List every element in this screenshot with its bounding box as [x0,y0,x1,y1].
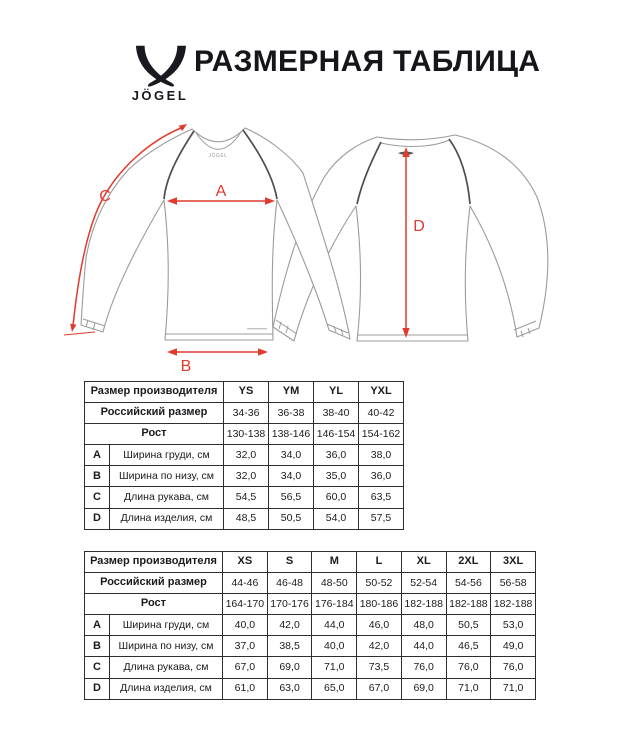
table-header-row [85,424,404,445]
measure-value-cell: 38,5 [267,636,312,657]
adult-size-table-body [85,552,536,700]
measure-letter-cell: B [85,466,110,487]
measure-value-cell: 57,5 [359,508,404,529]
measure-value-cell: 44,0 [312,615,357,636]
measure-letter-cell: C [85,657,110,678]
range-cell: 146-154 [314,424,359,445]
size-code-cell: YM [269,382,314,403]
table-measure-row [85,678,536,699]
size-code-cell: YL [314,382,359,403]
measure-value-cell: 69,0 [267,657,312,678]
table-measure-row [85,487,404,508]
label-sleeve-length: C [99,188,111,205]
measure-letter-cell: D [85,678,110,699]
table-header-row [85,382,404,403]
table-measure-row [85,466,404,487]
header-row-label: Российский размер [85,403,224,424]
brand-logo-text: JÖGEL [131,88,189,103]
size-code-cell: M [312,552,357,573]
measure-letter-cell: C [85,487,110,508]
measure-letter-cell: A [85,615,110,636]
measure-value-cell: 61,0 [223,678,268,699]
range-cell: 50-52 [357,573,402,594]
range-cell: 154-162 [359,424,404,445]
table-measure-row [85,615,536,636]
measure-value-cell: 71,0 [312,657,357,678]
measure-value-cell: 36,0 [359,466,404,487]
measure-value-cell: 40,0 [223,615,268,636]
hem-care-label [247,328,267,329]
range-cell: 48-50 [312,573,357,594]
measure-value-cell: 60,0 [314,487,359,508]
measure-value-cell: 32,0 [224,466,269,487]
measure-value-cell: 50,5 [269,508,314,529]
measure-value-cell: 42,0 [267,615,312,636]
measure-value-cell: 34,0 [269,466,314,487]
range-cell: 182-188 [491,594,536,615]
size-code-cell: 2XL [446,552,491,573]
range-cell: 176-184 [312,594,357,615]
table-measure-row [85,508,404,529]
range-cell: 54-56 [446,573,491,594]
header-row-label: Рост [85,594,223,615]
size-code-cell: S [267,552,312,573]
measure-value-cell: 76,0 [491,657,536,678]
range-cell: 182-188 [446,594,491,615]
range-cell: 170-176 [267,594,312,615]
measure-value-cell: 32,0 [224,445,269,466]
range-cell: 44-46 [223,573,268,594]
measure-label-cell: Ширина груди, см [110,445,224,466]
youth-size-table-body [85,382,404,530]
size-code-cell: XS [223,552,268,573]
size-code-cell: YXL [359,382,404,403]
adult-size-table [84,551,536,700]
size-code-cell: L [357,552,402,573]
sleeve-arrow-tick [64,332,95,335]
page-title: РАЗМЕРНАЯ ТАБЛИЦА [194,45,541,78]
label-garment-length: D [413,218,425,235]
measure-value-cell: 65,0 [312,678,357,699]
measure-value-cell: 76,0 [446,657,491,678]
range-cell: 56-58 [491,573,536,594]
range-cell: 130-138 [224,424,269,445]
measure-letter-cell: D [85,508,110,529]
measure-value-cell: 34,0 [269,445,314,466]
table-header-row [85,573,536,594]
measure-value-cell: 37,0 [223,636,268,657]
measure-value-cell: 76,0 [401,657,446,678]
range-cell: 36-38 [269,403,314,424]
range-cell: 34-36 [224,403,269,424]
measure-value-cell: 56,5 [269,487,314,508]
header-row-label: Размер производителя [85,382,224,403]
measure-value-cell: 35,0 [314,466,359,487]
range-cell: 46-48 [267,573,312,594]
size-code-cell: 3XL [491,552,536,573]
measure-label-cell: Ширина по низу, см [110,466,224,487]
youth-size-table [84,381,404,530]
shirt-front-view [81,128,350,340]
measure-value-cell: 40,0 [312,636,357,657]
measure-label-cell: Длина изделия, см [110,508,224,529]
measure-value-cell: 44,0 [401,636,446,657]
measure-value-cell: 49,0 [491,636,536,657]
measure-letter-cell: B [85,636,110,657]
measure-value-cell: 50,5 [446,615,491,636]
table-header-row [85,403,404,424]
measure-label-cell: Длина рукава, см [110,487,224,508]
measure-value-cell: 54,0 [314,508,359,529]
measure-label-cell: Длина рукава, см [110,657,223,678]
size-code-cell: XL [401,552,446,573]
measure-value-cell: 63,5 [359,487,404,508]
range-cell: 38-40 [314,403,359,424]
measure-value-cell: 46,5 [446,636,491,657]
size-code-cell: YS [224,382,269,403]
range-cell: 138-146 [269,424,314,445]
measure-value-cell: 54,5 [224,487,269,508]
table-header-row [85,552,536,573]
measure-value-cell: 71,0 [446,678,491,699]
measure-value-cell: 67,0 [357,678,402,699]
measure-label-cell: Ширина груди, см [110,615,223,636]
measure-value-cell: 53,0 [491,615,536,636]
measure-value-cell: 63,0 [267,678,312,699]
measure-value-cell: 46,0 [357,615,402,636]
measure-value-cell: 38,0 [359,445,404,466]
header-row-label: Рост [85,424,224,445]
range-cell: 164-170 [223,594,268,615]
measure-letter-cell: A [85,445,110,466]
chest-logo-text: JÖGEL [208,153,228,159]
measure-value-cell: 71,0 [491,678,536,699]
measure-value-cell: 42,0 [357,636,402,657]
range-cell: 180-186 [357,594,402,615]
measure-value-cell: 67,0 [223,657,268,678]
measure-label-cell: Ширина по низу, см [110,636,223,657]
table-measure-row [85,636,536,657]
label-bottom-width: B [180,358,192,375]
measure-label-cell: Длина изделия, см [110,678,223,699]
table-measure-row [85,445,404,466]
measure-value-cell: 48,0 [401,615,446,636]
range-cell: 182-188 [401,594,446,615]
table-measure-row [85,657,536,678]
measure-value-cell: 73,5 [357,657,402,678]
label-chest-width: A [215,183,227,200]
measure-value-cell: 36,0 [314,445,359,466]
table-header-row [85,594,536,615]
header-row-label: Размер производителя [85,552,223,573]
range-cell: 52-54 [401,573,446,594]
header-row-label: Российский размер [85,573,223,594]
measure-value-cell: 48,5 [224,508,269,529]
range-cell: 40-42 [359,403,404,424]
measure-value-cell: 69,0 [401,678,446,699]
